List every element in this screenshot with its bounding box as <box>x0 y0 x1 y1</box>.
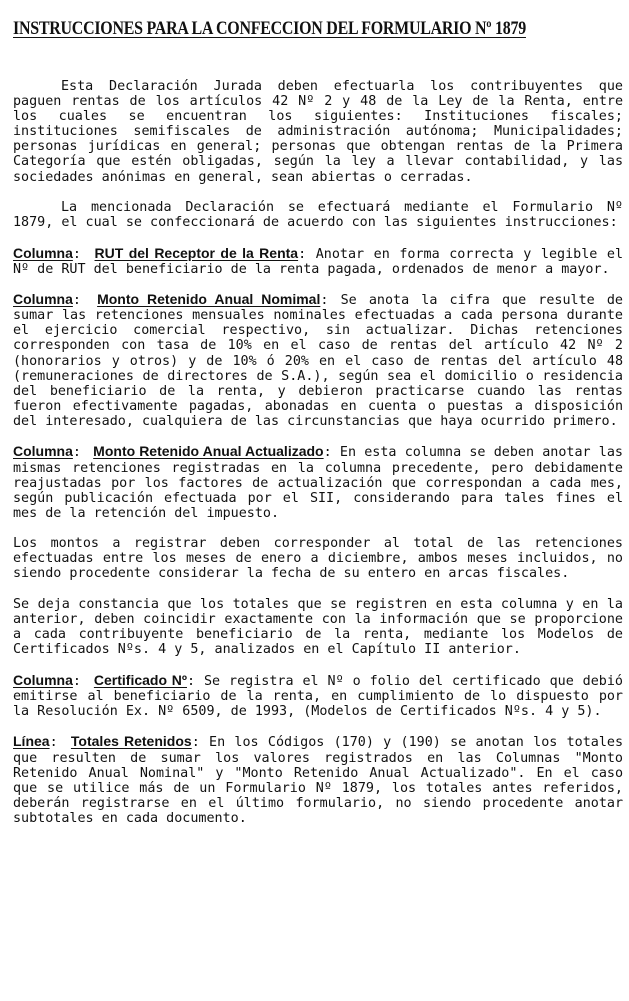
section-label: Línea <box>13 733 50 750</box>
declaration-paragraph <box>13 200 623 230</box>
field-name: Monto Retenido Anual Nomimal <box>97 291 321 308</box>
totals-note-paragraph <box>13 597 623 657</box>
updated-column-paragraph: Columna: Monto Retenido Anual Actualizado: En esta columna se deben anotar las mismas retenciones registradas en la columna precedente, pero debidamente reajustadas por los factores de actualización que correspondan a cada mes, según publicación efectuada por el SII, considerando para tales fines el mes de la retención del impuesto. <box>13 443 623 521</box>
section-label: Columna <box>13 443 73 460</box>
section-text: Se anota la cifra que resulte de sumar las retenciones mensuales nominales efectuadas a cada persona durante el ejercicio comercial respectivo, sin actualizar. Dichas retenciones corresponden con tasa de 10% en el caso de rentas del artículo 42 Nº 2 (honorarios y otros) y de 10% ó 20% en el caso de rentas del artículo 48 (remuneraciones de directores de S.A.), según sea el domicilio o residencia del beneficiario de la renta, y debieron practicarse cuando las rentas fueron efectivamente pagadas, abonadas en cuenta o puestas a disposición del interesado, cualquiera de las circunstancias que haya ocurrido primero. <box>13 293 623 429</box>
totals-line-paragraph: Línea: Totales Retenidos: En los Códigos (170) y (190) se anotan los totales que resulten de sumar los valores registrados en las Columnas "Monto Retenido Anual Nominal" y "Monto Retenido Anual Actualizado". En el caso que se utilice más de un Formulario Nº 1879, los totales antes referidos, deberán registrarse en el último formulario, no siendo procedente anotar subtotales en cada documento. <box>13 733 624 826</box>
section-text: En los Códigos (170) y (190) se anotan los totales que resulten de sumar los valores registrados en las Columnas "Monto Retenido Anual Nominal" y "Monto Retenido Anual Actualizado". En el caso que se utilice más de un Formulario Nº 1879, los totales antes referidos, deberán registrarse en el último formulario, no siendo procedente anotar subtotales en cada documento. <box>13 735 624 826</box>
section-label: Columna <box>13 671 73 688</box>
section-text: Se registra el Nº o folio del certificado que debió emitirse al beneficiario de la renta, en cumplimiento de lo dispuesto por la Resolución Ex. Nº 6509, de 1993, (Modelos de Certificados Nºs. 4 y 5). <box>13 673 623 719</box>
nominal-column-paragraph: Columna: Monto Retenido Anual Nomimal: Se anota la cifra que resulte de sumar las retenciones mensuales nominales efectuadas a cada persona durante el ejercicio comercial respectivo, sin actualizar. Dichas retenciones corresponden con tasa de 10% en el caso de rentas del artículo 42 Nº 2 (honorarios y otros) y de 10% ó 20% en el caso de rentas del artículo 48 (remuneraciones de directores de S.A.), según sea el domicilio o residencia del beneficiario de la renta, y debieron practicarse cuando las rentas fueron efectivamente pagadas, abonadas en cuenta o puestas a disposición del interesado, cualquiera de las circunstancias que haya ocurrido primero. <box>13 291 623 429</box>
amounts-paragraph <box>13 536 623 581</box>
section-text: Anotar en forma correcta y legible el Nº de RUT del beneficiario de la renta pagada, ordenados de menor a mayor. <box>13 246 624 277</box>
intro-text: Esta Declaración Jurada deben efectuarla los contribuyentes que paguen rentas de los artículos 42 Nº 2 y 48 de la Ley de la Renta, entre los cuales se encuentran los siguientes: Instituciones fiscales; instituciones semifiscales de administración autónoma; Municipalidades; personas jurídicas en general; personas que obtengan rentas de la Primera Categoría que estén obligadas, según la ley a llevar contabilidad, y las sociedades anónimas en general, sean abiertas o cerradas. <box>13 79 623 185</box>
section-label: Columna <box>13 291 73 308</box>
totals-note-text: Se deja constancia que los totales que se registren en esta columna y en la anterior, deben coincidir exactamente con la información que se proporcione a cada contribuyente beneficiario de la renta, mediante los Modelos de Certificados Nºs. 4 y 5, analizados en el Capítulo II anterior. <box>13 596 623 658</box>
section-label: Columna <box>13 244 73 261</box>
document-body <box>13 79 623 841</box>
field-name: RUT del Receptor de la Renta <box>94 244 299 261</box>
field-name: Certificado Nº <box>93 671 187 688</box>
declaration-text: La mencionada Declaración se efectuará mediante el Formulario Nº 1879, el cual se confeccionará de acuerdo con las siguientes instrucciones: <box>13 200 623 231</box>
certificate-column-paragraph: Columna: Certificado Nº: Se registra el Nº o folio del certificado que debió emitirse al beneficiario de la renta, en cumplimiento de lo dispuesto por la Resolución Ex. Nº 6509, de 1993, (Modelos de Certificados Nºs. 4 y 5). <box>13 671 623 719</box>
rut-column-paragraph: Columna: RUT del Receptor de la Renta: Anotar en forma correcta y legible el Nº de RUT del beneficiario de la renta pagada, ordenados de menor a mayor. <box>13 244 624 277</box>
field-name: Monto Retenido Anual Actualizado <box>93 443 324 460</box>
page-title: INSTRUCCIONES PARA LA CONFECCION DEL FORMULARIO Nº 1879 <box>13 18 526 39</box>
amounts-text: Los montos a registrar deben corresponder al total de las retenciones efectuadas entre los meses de enero a diciembre, ambos meses incluidos, no siendo procedente considerar la fecha de su entero en arcas fiscales. <box>13 536 623 582</box>
intro-paragraph <box>13 79 623 185</box>
section-text: En esta columna se deben anotar las mismas retenciones registradas en la columna precedente, pero debidamente reajustadas por los factores de actualización que correspondan a cada mes, según publicación efectuada por el SII, considerando para tales fines el mes de la retención del impuesto. <box>13 445 623 521</box>
field-name: Totales Retenidos <box>70 733 192 750</box>
